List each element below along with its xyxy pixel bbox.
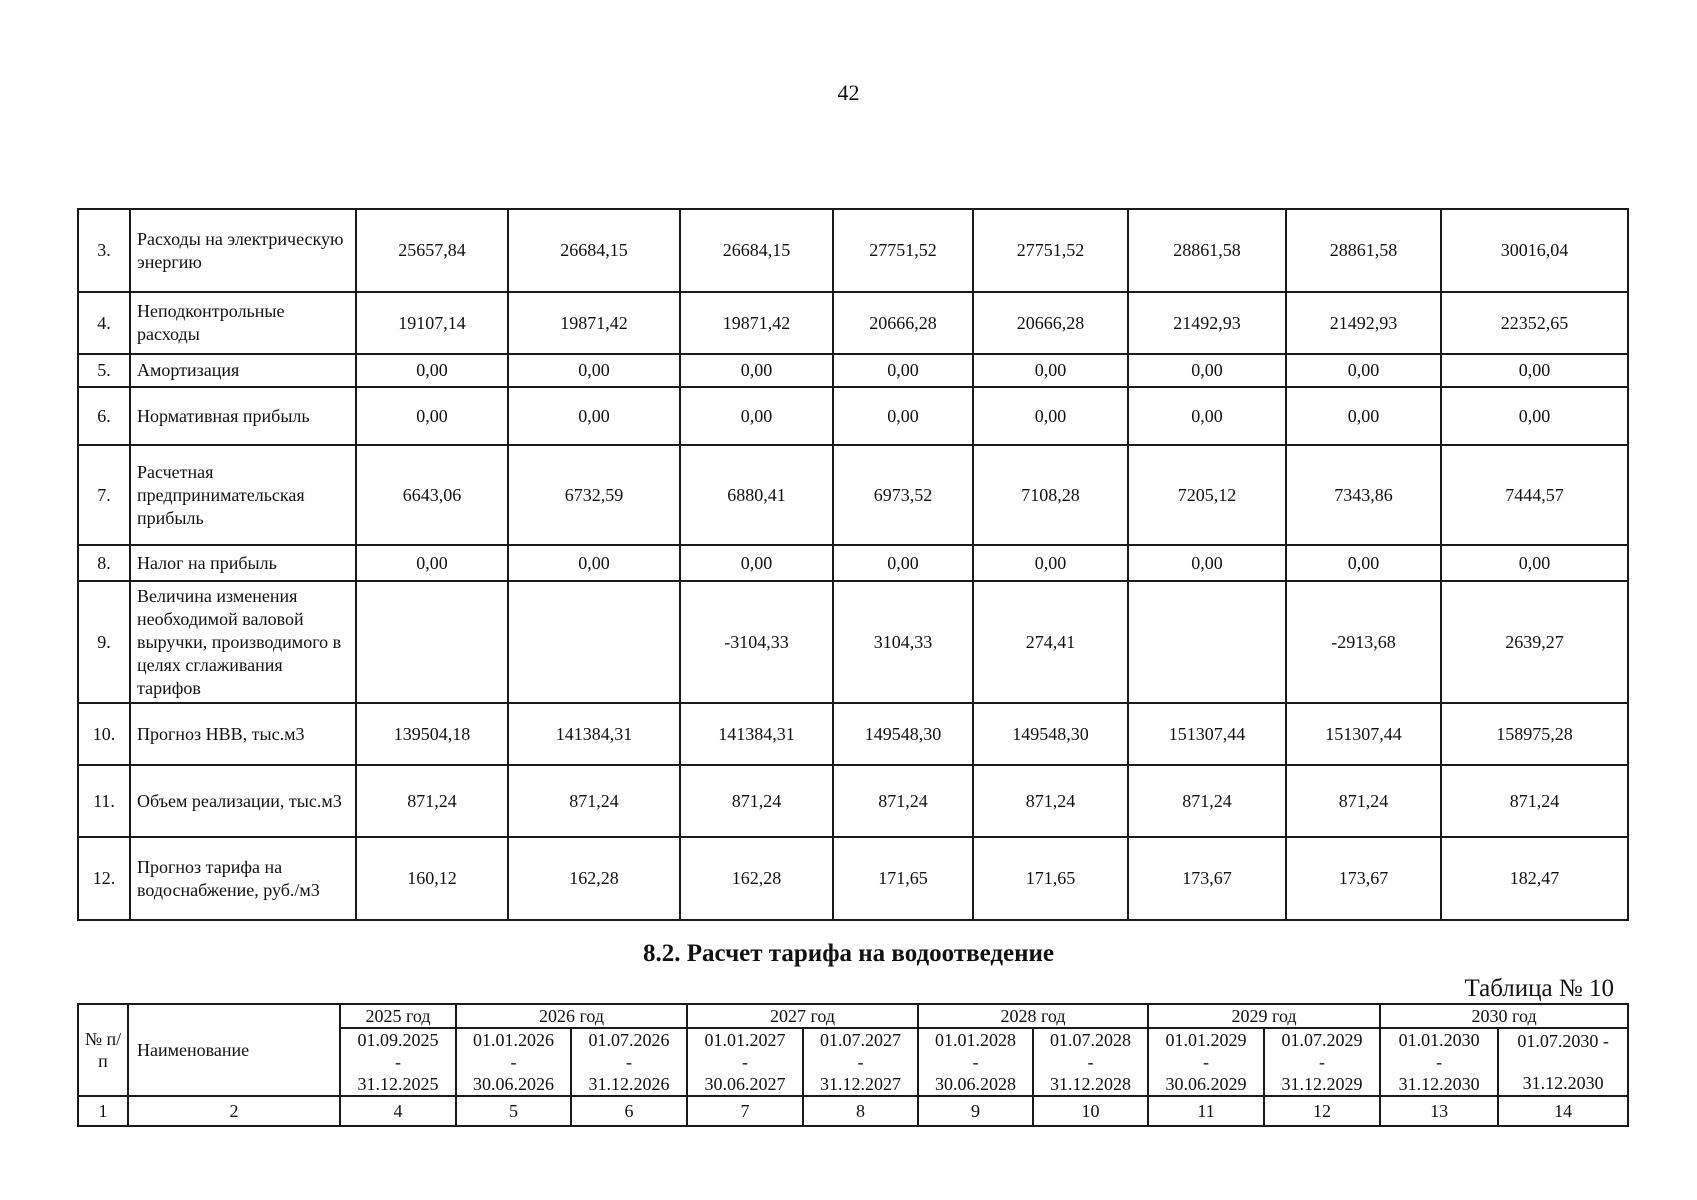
value-cell: 0,00 (680, 354, 833, 387)
value-cell (508, 581, 680, 703)
value-cell: 871,24 (508, 765, 680, 837)
row-number: 9. (78, 581, 130, 703)
period-to: 31.12.2029 (1281, 1074, 1363, 1094)
year-header: 2025 год (340, 1004, 456, 1028)
row-number: 10. (78, 703, 130, 765)
value-cell: 871,24 (356, 765, 508, 837)
value-cell: 871,24 (1128, 765, 1286, 837)
row-name: Амортизация (130, 354, 356, 387)
value-cell: -3104,33 (680, 581, 833, 703)
value-cell: 871,24 (680, 765, 833, 837)
tariff-table-continued (77, 208, 1629, 921)
year-header: 2026 год (456, 1004, 687, 1028)
column-index: 13 (1380, 1096, 1498, 1126)
value-cell: 871,24 (1286, 765, 1441, 837)
value-cell: 6732,59 (508, 445, 680, 545)
period-header (1380, 1028, 1498, 1096)
period-dash (1501, 1052, 1625, 1072)
value-cell: 0,00 (508, 545, 680, 581)
column-index: 14 (1498, 1096, 1628, 1126)
value-cell: 20666,28 (833, 292, 973, 354)
value-cell: 139504,18 (356, 703, 508, 765)
value-cell: 28861,58 (1286, 209, 1441, 292)
period-header (918, 1028, 1033, 1096)
value-cell: 7343,86 (1286, 445, 1441, 545)
table-row (78, 445, 1628, 545)
value-cell: 149548,30 (973, 703, 1128, 765)
value-cell: 0,00 (1441, 354, 1628, 387)
value-cell: 274,41 (973, 581, 1128, 703)
value-cell: 871,24 (1441, 765, 1628, 837)
row-number: 5. (78, 354, 130, 387)
value-cell: 3104,33 (833, 581, 973, 703)
value-cell: 162,28 (680, 837, 833, 920)
value-cell: 0,00 (508, 354, 680, 387)
period-to: 30.06.2029 (1165, 1074, 1247, 1094)
value-cell: 30016,04 (1441, 209, 1628, 292)
page-number: 42 (837, 80, 860, 105)
period-header (687, 1028, 803, 1096)
row-number: 3. (78, 209, 130, 292)
period-from: 01.01.2026 (473, 1030, 554, 1050)
value-cell: 0,00 (833, 354, 973, 387)
row-number: 11. (78, 765, 130, 837)
value-cell: 0,00 (356, 387, 508, 445)
value-cell: 158975,28 (1441, 703, 1628, 765)
value-cell: 151307,44 (1286, 703, 1441, 765)
value-cell: 21492,93 (1286, 292, 1441, 354)
value-cell (356, 581, 508, 703)
period-dash: - (1436, 1052, 1443, 1072)
row-number: 7. (78, 445, 130, 545)
period-dash: - (1203, 1052, 1210, 1072)
period-dash: - (972, 1052, 979, 1072)
row-name: Расходы на электрическую энергию (130, 209, 356, 292)
value-cell: 0,00 (833, 387, 973, 445)
period-to: 31.12.2025 (357, 1074, 439, 1094)
value-cell: 141384,31 (508, 703, 680, 765)
value-cell: 0,00 (973, 354, 1128, 387)
value-cell: 21492,93 (1128, 292, 1286, 354)
value-cell: 19107,14 (356, 292, 508, 354)
period-dash: - (510, 1052, 517, 1072)
period-from: 01.07.2030 - (1517, 1031, 1609, 1051)
value-cell: 149548,30 (833, 703, 973, 765)
period-header (1033, 1028, 1148, 1096)
period-header (571, 1028, 687, 1096)
period-dash: - (742, 1052, 749, 1072)
year-header: 2028 год (918, 1004, 1148, 1028)
table-row (78, 354, 1628, 387)
value-cell: 6643,06 (356, 445, 508, 545)
period-from: 01.01.2029 (1165, 1030, 1247, 1050)
table-row (78, 837, 1628, 920)
period-header (1498, 1028, 1628, 1096)
period-header (456, 1028, 571, 1096)
value-cell: 27751,52 (833, 209, 973, 292)
period-from: 01.09.2025 (357, 1030, 439, 1050)
period-to: 31.12.2028 (1050, 1074, 1132, 1094)
name-header: Наименование (128, 1004, 340, 1096)
period-from: 01.07.2029 (1281, 1030, 1363, 1050)
value-cell: 162,28 (508, 837, 680, 920)
value-cell: 7108,28 (973, 445, 1128, 545)
value-cell: 28861,58 (1128, 209, 1286, 292)
period-from: 01.07.2028 (1050, 1030, 1132, 1050)
period-to: 31.12.2030 (1398, 1074, 1480, 1094)
row-name: Нормативная прибыль (130, 387, 356, 445)
value-cell: 151307,44 (1128, 703, 1286, 765)
value-cell: 0,00 (1286, 545, 1441, 581)
period-from: 01.01.2030 (1398, 1030, 1480, 1050)
period-header (340, 1028, 456, 1096)
table-row (78, 292, 1628, 354)
period-header (1264, 1028, 1380, 1096)
period-to: 31.12.2027 (820, 1074, 902, 1094)
value-cell: 25657,84 (356, 209, 508, 292)
period-header (803, 1028, 918, 1096)
column-index: 8 (803, 1096, 918, 1126)
section-title: 8.2. Расчет тарифа на водоотведение (642, 940, 1055, 967)
table-row (78, 703, 1628, 765)
table-row (78, 209, 1628, 292)
value-cell: 22352,65 (1441, 292, 1628, 354)
row-number: 8. (78, 545, 130, 581)
year-header: 2027 год (687, 1004, 918, 1028)
wastewater-tariff-table (77, 1003, 1629, 1127)
period-to: 31.12.2030 (1522, 1073, 1604, 1093)
period-from: 01.01.2027 (704, 1030, 786, 1050)
value-cell: 871,24 (833, 765, 973, 837)
value-cell: 160,12 (356, 837, 508, 920)
value-cell: 19871,42 (680, 292, 833, 354)
value-cell: 26684,15 (680, 209, 833, 292)
value-cell: 0,00 (1441, 387, 1628, 445)
table-label: Таблица № 10 (1464, 975, 1614, 1002)
row-name: Налог на прибыль (130, 545, 356, 581)
period-to: 30.06.2027 (704, 1074, 786, 1094)
value-cell: 0,00 (680, 387, 833, 445)
period-to: 31.12.2026 (588, 1074, 670, 1094)
row-name: Расчетная предпринимательская прибыль (130, 445, 356, 545)
value-cell: 0,00 (833, 545, 973, 581)
value-cell: 7205,12 (1128, 445, 1286, 545)
table-row (78, 581, 1628, 703)
period-from: 01.01.2028 (935, 1030, 1017, 1050)
column-index: 9 (918, 1096, 1033, 1126)
period-dash: - (1319, 1052, 1326, 1072)
value-cell: 171,65 (833, 837, 973, 920)
value-cell: 6880,41 (680, 445, 833, 545)
table-row (78, 765, 1628, 837)
header-years-row (78, 1004, 1628, 1028)
value-cell: 2639,27 (1441, 581, 1628, 703)
value-cell: 6973,52 (833, 445, 973, 545)
column-index: 1 (78, 1096, 128, 1126)
table-row (78, 545, 1628, 581)
value-cell: 20666,28 (973, 292, 1128, 354)
value-cell: 0,00 (1128, 354, 1286, 387)
period-dash: - (1087, 1052, 1094, 1072)
column-index: 7 (687, 1096, 803, 1126)
row-name: Объем реализации, тыс.м3 (130, 765, 356, 837)
column-index: 2 (128, 1096, 340, 1126)
value-cell: 0,00 (1286, 387, 1441, 445)
row-number: 12. (78, 837, 130, 920)
value-cell: 26684,15 (508, 209, 680, 292)
value-cell: 0,00 (508, 387, 680, 445)
value-cell: 0,00 (680, 545, 833, 581)
period-from: 01.07.2026 (588, 1030, 670, 1050)
column-index: 4 (340, 1096, 456, 1126)
value-cell: 871,24 (973, 765, 1128, 837)
column-index: 6 (571, 1096, 687, 1126)
value-cell: 7444,57 (1441, 445, 1628, 545)
value-cell: 173,67 (1128, 837, 1286, 920)
row-name: Прогноз НВВ, тыс.м3 (130, 703, 356, 765)
num-header: № п/п (78, 1004, 128, 1096)
period-from: 01.07.2027 (820, 1030, 902, 1050)
column-index: 12 (1264, 1096, 1380, 1126)
period-to: 30.06.2026 (473, 1074, 554, 1094)
column-index-row (78, 1096, 1628, 1126)
period-header (1148, 1028, 1264, 1096)
value-cell: -2913,68 (1286, 581, 1441, 703)
row-name: Неподконтрольные расходы (130, 292, 356, 354)
year-header: 2029 год (1148, 1004, 1380, 1028)
table-row (78, 387, 1628, 445)
value-cell: 0,00 (1128, 545, 1286, 581)
value-cell: 0,00 (1286, 354, 1441, 387)
period-to: 30.06.2028 (935, 1074, 1017, 1094)
year-header: 2030 год (1380, 1004, 1628, 1028)
value-cell: 0,00 (973, 387, 1128, 445)
row-number: 6. (78, 387, 130, 445)
value-cell: 141384,31 (680, 703, 833, 765)
value-cell: 0,00 (1128, 387, 1286, 445)
period-dash: - (395, 1052, 401, 1072)
row-name: Прогноз тарифа на водоснабжение, руб./м3 (130, 837, 356, 920)
value-cell: 27751,52 (973, 209, 1128, 292)
value-cell: 173,67 (1286, 837, 1441, 920)
column-index: 10 (1033, 1096, 1148, 1126)
value-cell: 0,00 (356, 545, 508, 581)
value-cell: 182,47 (1441, 837, 1628, 920)
row-name: Величина изменения необходимой валовой выручки, производимого в целях сглаживания тарифов (130, 581, 356, 703)
row-number: 4. (78, 292, 130, 354)
period-dash: - (857, 1052, 864, 1072)
value-cell (1128, 581, 1286, 703)
value-cell: 0,00 (973, 545, 1128, 581)
column-index: 5 (456, 1096, 571, 1126)
value-cell: 19871,42 (508, 292, 680, 354)
value-cell: 0,00 (356, 354, 508, 387)
value-cell: 171,65 (973, 837, 1128, 920)
column-index: 11 (1148, 1096, 1264, 1126)
value-cell: 0,00 (1441, 545, 1628, 581)
period-dash: - (626, 1052, 632, 1072)
